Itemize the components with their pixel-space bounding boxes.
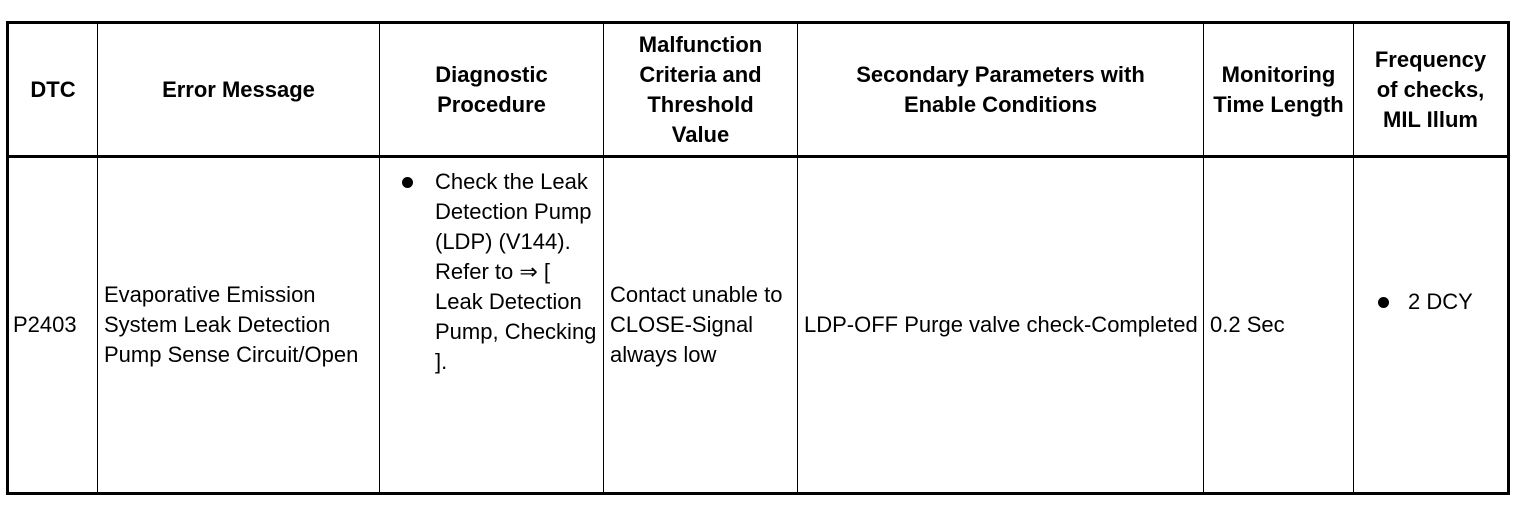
header-monitoring-time: Monitoring Time Length (1204, 23, 1354, 157)
cell-error-message: Evaporative Emission System Leak Detection Pump Sense Circuit/Open (98, 157, 380, 494)
header-secondary-parameters: Secondary Parameters with Enable Conditions (798, 23, 1204, 157)
frequency-text: 2 DCY (1408, 289, 1473, 314)
procedure-bullet-item (402, 167, 599, 377)
table-row (8, 157, 1509, 494)
frequency-bullet-item (1378, 287, 1503, 317)
procedure-text: Check the Leak Detection Pump (LDP) (V144). Refer to ⇒ [ Leak Detection Pump, Checking ]. (435, 169, 597, 374)
cell-monitoring-time: 0.2 Sec (1204, 157, 1354, 494)
header-diagnostic-procedure: Diagnostic Procedure (380, 23, 604, 157)
header-frequency: Frequency of checks, MIL Illum (1354, 23, 1509, 157)
header-malfunction-criteria: Malfunction Criteria and Threshold Value (604, 23, 798, 157)
dtc-table (6, 21, 1510, 495)
cell-secondary-parameters: LDP-OFF Purge valve check-Completed (798, 157, 1204, 494)
header-row (8, 23, 1509, 157)
cell-frequency (1354, 157, 1509, 494)
cell-diagnostic-procedure (380, 157, 604, 494)
cell-malfunction-criteria: Contact unable to CLOSE-Signal always low (604, 157, 798, 494)
header-error-message: Error Message (98, 23, 380, 157)
bullet-icon (402, 177, 413, 188)
cell-dtc-code: P2403 (8, 157, 98, 494)
header-dtc: DTC (8, 23, 98, 157)
bullet-icon (1378, 297, 1389, 308)
